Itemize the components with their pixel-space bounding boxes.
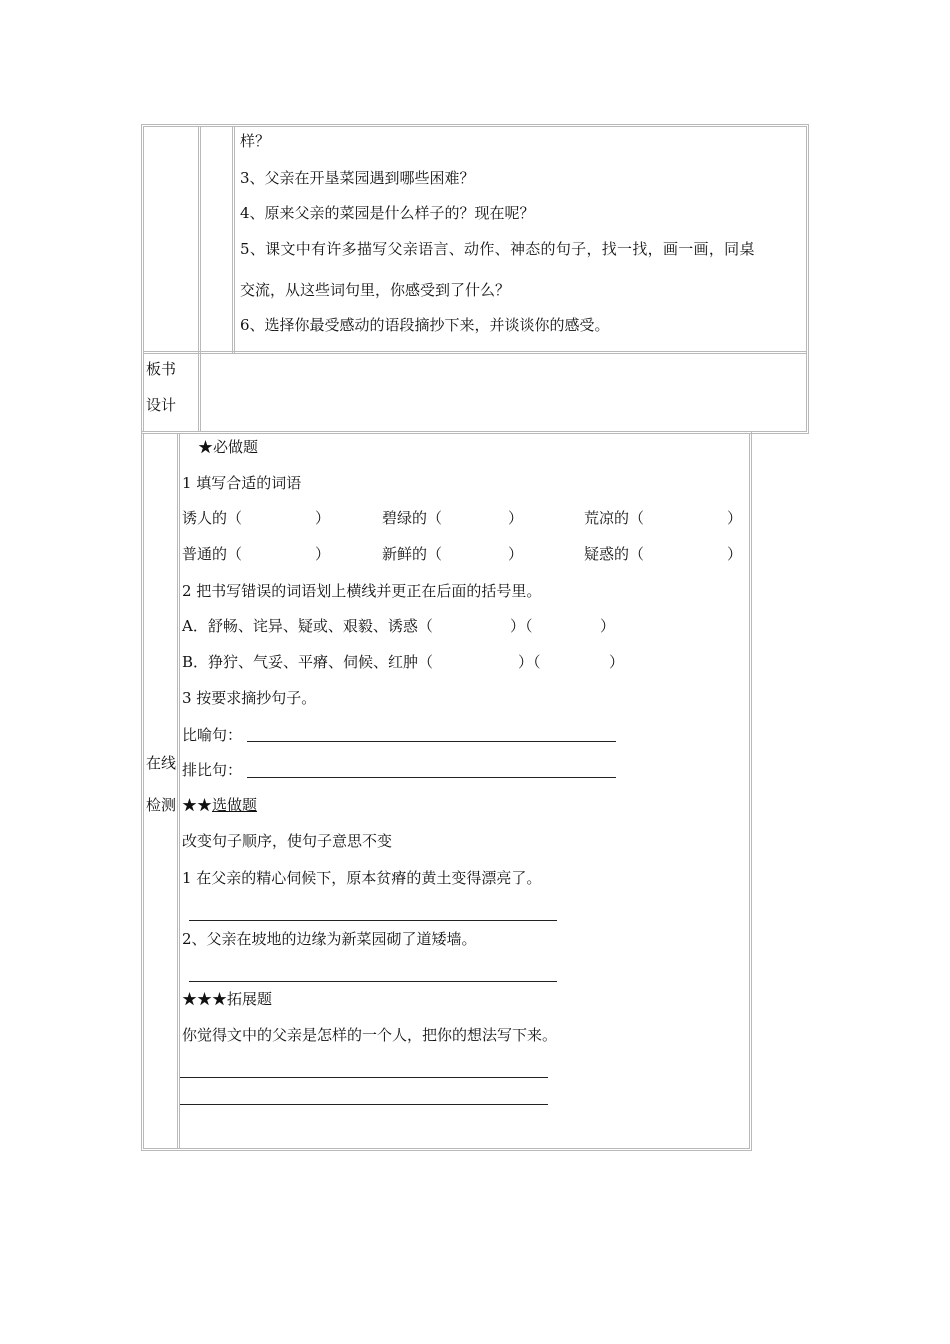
online-test-label: 检测 [146,796,177,814]
optional-instruction: 改变句子顺序，使句子意思不变 [182,832,393,850]
top-table-row-divider [144,351,806,354]
required-heading: ★必做题 [198,438,259,456]
extension-answer-line-2[interactable] [180,1104,548,1105]
q1-blank-close: ） [315,509,331,527]
sentence-2-answer-line[interactable] [189,981,557,982]
question-line: 6、选择你最受感动的语段摘抄下来，并谈谈你的感受。 [240,316,610,334]
q1-blank-close: ） [508,545,524,563]
q1-title: 1 填写合适的词语 [182,474,302,492]
question-inner-divider [232,127,235,354]
sentence-1-answer-line[interactable] [189,920,557,921]
optional-stars: ★★ [182,796,213,814]
test-table-col-divider [177,434,180,1148]
optional-sentence-1: 1 在父亲的精心伺候下，原本贫瘠的黄土变得漂亮了。 [182,869,542,887]
optional-heading [182,798,257,813]
parallelism-answer-line[interactable] [247,777,616,778]
parallelism-label: 排比句： [182,761,243,779]
metaphor-answer-line[interactable] [247,741,616,742]
extension-prompt: 你觉得文中的父亲是怎样的一个人，把你的想法写下来。 [182,1026,558,1044]
top-table-col-divider [198,127,201,431]
board-design-label: 板书 [146,360,177,378]
question-line: 4、原来父亲的菜园是什么样子的？现在呢？ [240,204,535,222]
q2-option-a-bracket: ）（ [510,617,533,635]
q1-blank-label: 荒凉的（ [584,509,645,527]
q1-blank-label: 碧绿的（ [382,509,443,527]
q1-blank-close: ） [315,545,331,563]
q3-title: 3 按要求摘抄句子。 [182,689,317,707]
q1-blank-label: 新鲜的（ [382,545,443,563]
q2-option-a-bracket-end: ） [600,617,616,635]
q2-option-b: B．狰狞、气妥、平瘠、伺候、红肿（ [182,653,434,671]
q2-title: 2 把书写错误的词语划上横线并更正在后面的括号里。 [182,582,542,600]
q2-option-a: A．舒畅、诧异、疑或、艰毅、诱惑（ [182,617,433,635]
question-line: 3、父亲在开垦菜园遇到哪些困难？ [240,169,475,187]
q2-option-b-bracket: ）（ [518,653,541,671]
q1-blank-label: 疑惑的（ [584,545,645,563]
question-line: 5、课文中有许多描写父亲语言、动作、神态的句子，找一找，画一画，同桌 [240,240,755,258]
extension-heading: ★★★拓展题 [182,990,273,1008]
q1-blank-close: ） [727,509,743,527]
q1-blank-close: ） [508,509,524,527]
online-test-label: 在线 [146,754,177,772]
q2-option-b-bracket-end: ） [609,653,625,671]
question-line: 样？ [240,132,271,150]
optional-heading-text: 选做题 [212,796,258,814]
question-line: 交流，从这些词句里，你感受到了什么？ [240,281,511,299]
extension-answer-line-1[interactable] [180,1077,548,1078]
optional-sentence-2: 2、父亲在坡地的边缘为新菜园砌了道矮墙。 [182,930,477,948]
metaphor-label: 比喻句： [182,726,243,744]
q1-blank-close: ） [727,545,743,563]
q1-blank-label: 普通的（ [182,545,243,563]
board-design-label: 设计 [146,396,177,414]
q1-blank-label: 诱人的（ [182,509,243,527]
